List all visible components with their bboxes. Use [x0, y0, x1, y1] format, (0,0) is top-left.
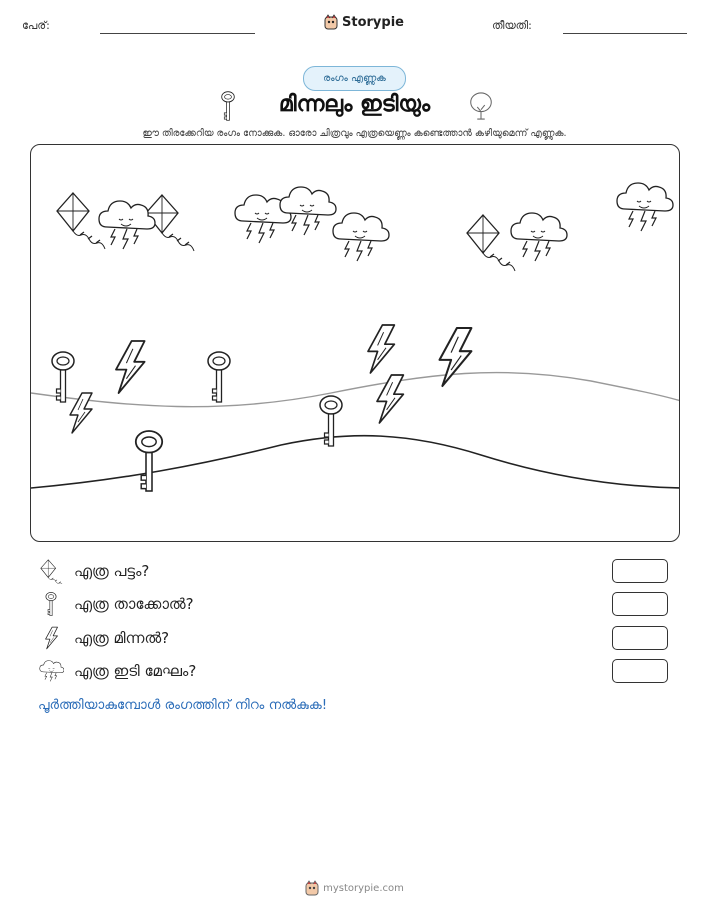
- storm-cloud-icon: [38, 658, 64, 684]
- storm-cloud-icon: [617, 183, 673, 231]
- storm-cloud-icon: [280, 187, 336, 235]
- question-row-kites: [38, 558, 678, 584]
- name-label: പേര്:: [22, 19, 50, 32]
- question-text: എത്ര പട്ടം?: [74, 562, 150, 580]
- lightning-icon: [38, 625, 64, 651]
- key-icon: [136, 431, 162, 491]
- date-label: തീയതി:: [492, 19, 532, 32]
- lightning-icon: [440, 328, 472, 386]
- key-icon: [208, 352, 230, 402]
- front-hill: [31, 436, 680, 488]
- finish-note: പൂർത്തിയാകുമ്പോൾ രംഗത്തിന് നിറം നൽകുക!: [38, 697, 328, 713]
- question-row-keys: [38, 591, 678, 617]
- storm-cloud-icon: [99, 201, 155, 249]
- title-tree-icon: [466, 92, 496, 120]
- lightning-icon: [368, 325, 394, 373]
- kite-icon: [38, 558, 64, 584]
- footer-url[interactable]: mystorypie.com: [323, 882, 404, 894]
- storm-cloud-icon: [333, 213, 389, 261]
- lightning-icon: [377, 375, 403, 423]
- activity-badge: രംഗം എണ്ണുക: [303, 66, 406, 91]
- storm-cloud-icon: [511, 213, 567, 261]
- name-line[interactable]: [100, 33, 255, 34]
- question-text: എത്ര മിന്നൽ?: [74, 629, 170, 647]
- key-icon: [52, 352, 74, 402]
- answer-box-keys[interactable]: [612, 592, 668, 616]
- lightning-icon: [116, 341, 145, 393]
- answer-box-lightning[interactable]: [612, 626, 668, 650]
- answer-box-clouds[interactable]: [612, 659, 668, 683]
- storypie-logo-icon: [324, 14, 338, 30]
- question-row-clouds: [38, 658, 678, 684]
- question-text: എത്ര ഇടി മേഘം?: [74, 662, 197, 680]
- page-title: മിന്നലും ഇടിയും: [278, 92, 431, 117]
- key-icon: [38, 591, 64, 617]
- brand-name: Storypie: [342, 14, 404, 30]
- kite-icon: [57, 193, 105, 249]
- question-text: എത്ര താക്കോൽ?: [74, 595, 194, 613]
- kite-icon: [467, 215, 515, 271]
- storypie-logo-icon: [305, 880, 319, 896]
- instructions: ഈ തിരക്കേറിയ രംഗം നോക്കുക. ഓരോ ചിത്രവും എത്രയെണ്ണം കണ്ടെത്താൻ കഴിയുമെന്ന് എണ്ണുക.: [142, 128, 567, 139]
- footer: [0, 880, 709, 896]
- date-line[interactable]: [563, 33, 687, 34]
- question-row-lightning: [38, 625, 678, 651]
- brand: [324, 14, 404, 30]
- counting-scene: [30, 144, 680, 542]
- answer-box-kites[interactable]: [612, 559, 668, 583]
